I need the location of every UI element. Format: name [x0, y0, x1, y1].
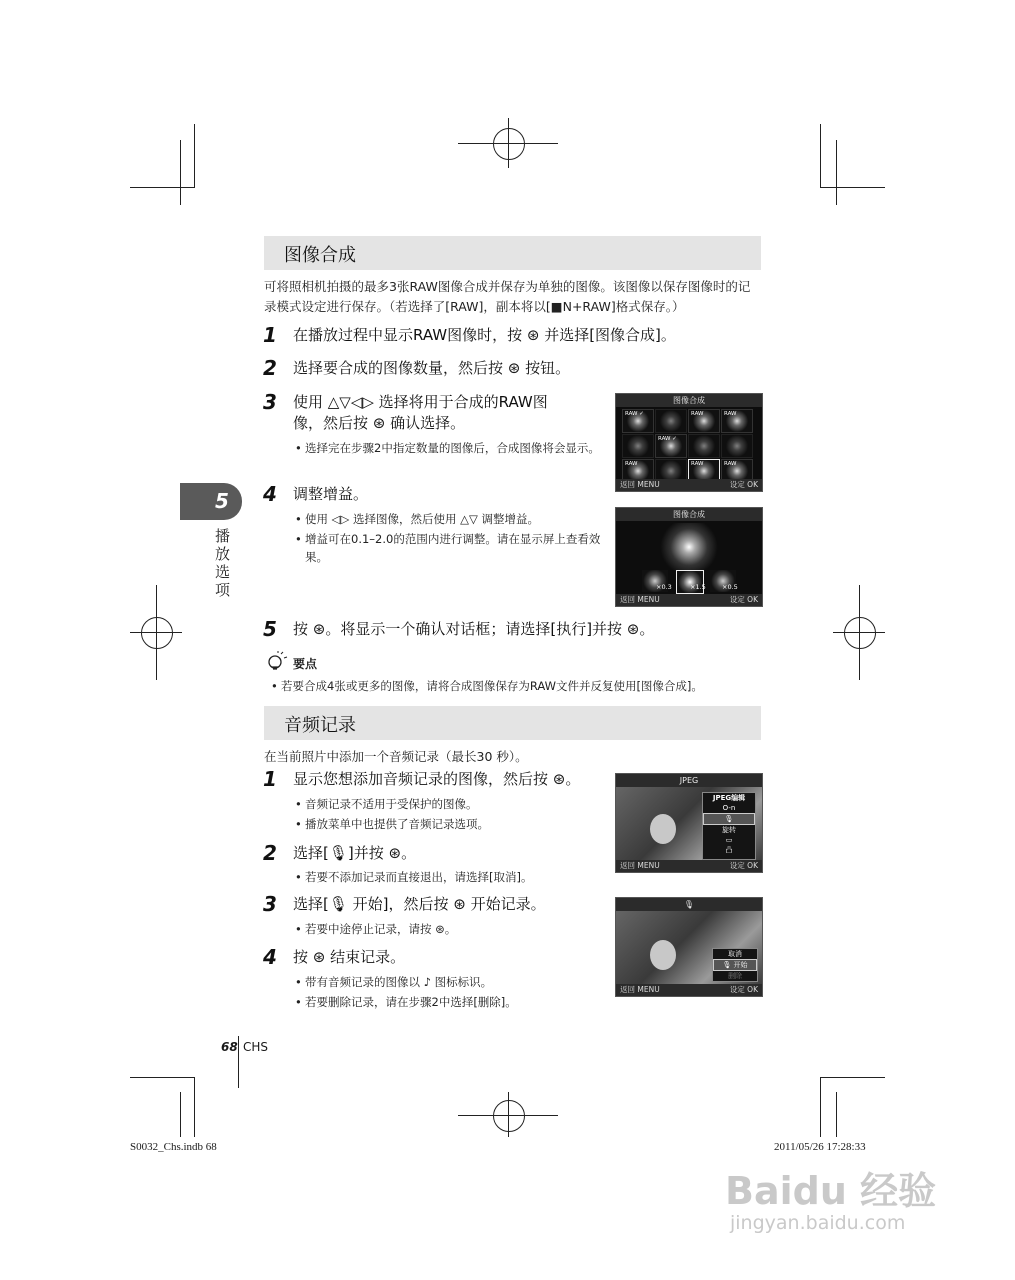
step-number: 4 [263, 945, 277, 969]
camera-screen-jpeg-edit [615, 773, 763, 873]
menu-item-copy[interactable]: ▭ [725, 836, 733, 844]
section-header-image-composite [264, 236, 761, 270]
photo-baby [650, 940, 676, 970]
step-number: 3 [263, 390, 277, 414]
tip-text: • 若要合成4张或更多的图像，请将合成图像保存为RAW文件并反复使用[图像合成]。 [271, 679, 703, 693]
bullet-item: • 若要不添加记录而直接退出，请选择[取消]。 [295, 870, 533, 884]
menu-item-audio[interactable]: 🎙 [703, 813, 755, 825]
bullet-item: • 带有音频记录的图像以 ♪ 图标标识。 [295, 975, 493, 989]
step-text: 调整增益。 [293, 485, 369, 503]
watermark-url: jingyan.baidu.com [730, 1212, 906, 1234]
step-number: 2 [263, 841, 277, 865]
step-number: 1 [263, 767, 277, 791]
step-number: 4 [263, 482, 277, 506]
baidu-watermark-logo: Baidu 经验 [725, 1169, 937, 1213]
section-intro: 在当前照片中添加一个音频记录（最长30 秒）。 [264, 749, 528, 764]
step-number: 1 [263, 323, 277, 347]
camera-screen-image-select: 图像合成 RAW ✓ RAW RAW RAW ✓ RAW RAW RAW 返回 MENU 设定 OK [615, 393, 763, 492]
file-info: S0032_Chs.indb 68 [130, 1141, 217, 1153]
section-title: 音频记录 [284, 715, 356, 736]
menu-item-cancel[interactable]: 取消 [728, 950, 742, 958]
step-text: 选择[🎙]并按 ⊛。 [293, 844, 417, 862]
back-label: 返回 MENU [620, 480, 660, 489]
screen-title: 图像合成 [616, 394, 762, 407]
chapter-label: 播放选项 [215, 527, 231, 599]
screen-title: 图像合成 [616, 508, 762, 521]
tip-lightbulb-icon [266, 651, 288, 671]
camera-screen-audio-record [615, 897, 763, 997]
step-text: 显示您想添加音频记录的图像，然后按 ⊛。 [293, 770, 581, 788]
step-number: 2 [263, 356, 277, 380]
menu-item-print[interactable]: 凸 [725, 846, 733, 854]
set-label: 设定 OK [729, 985, 758, 994]
step-text: 像，然后按 ⊛ 确认选择。 [293, 414, 466, 432]
back-label: 返回 MENU [620, 985, 660, 994]
bullet-item: • 增益可在0.1–2.0的范围内进行调整。请在显示屏上查看效果。 [295, 532, 601, 564]
section-title: 图像合成 [284, 245, 356, 266]
back-label: 返回 MENU [620, 861, 660, 870]
bullet-item: • 使用 ◁▷ 选择图像，然后使用 △▽ 调整增益。 [295, 512, 539, 526]
set-label: 设定 OK [729, 595, 758, 604]
menu-title: JPEG编辑 [712, 794, 746, 802]
footer-divider [238, 1036, 239, 1088]
section-header-audio-record [264, 706, 761, 740]
camera-screen-gain-adjust [615, 507, 763, 607]
language-code: CHS [243, 1040, 269, 1054]
mic-icon: 🎙 [616, 898, 762, 911]
bullet-item: • 若要中途停止记录，请按 ⊛。 [295, 922, 457, 936]
back-label: 返回 MENU [620, 595, 660, 604]
gain-value: ×0.5 [722, 583, 738, 591]
timestamp: 2011/05/26 17:28:33 [774, 1141, 866, 1153]
menu-item-start[interactable]: 🎙 开始 [713, 959, 757, 971]
menu-item-delete[interactable]: 删除 [728, 972, 742, 980]
page-number: 68 [221, 1040, 238, 1054]
menu-item-rotate[interactable]: 旋转 [722, 826, 736, 834]
set-label: 设定 OK [729, 480, 758, 489]
chapter-number: 5 [215, 489, 229, 513]
step-number: 3 [263, 892, 277, 916]
section-intro: 可将照相机拍摄的最多3张RAW图像合成并保存为单独的图像。该图像以保存图像时的记录模式设定进行保存。（若选择了[RAW]，副本将以[■N+RAW]格式保存。） [264, 279, 751, 314]
photo-baby [650, 814, 676, 844]
bullet-item: • 播放菜单中也提供了音频记录选项。 [295, 817, 489, 831]
bullet-item: • 音频记录不适用于受保护的图像。 [295, 797, 478, 811]
edit-menu [702, 792, 756, 860]
bullet-item: • 选择完在步骤2中指定数量的图像后，合成图像将会显示。 [295, 441, 600, 455]
step-text: 按 ⊛。将显示一个确认对话框；请选择[执行]并按 ⊛。 [293, 620, 655, 638]
composite-preview [656, 523, 722, 571]
set-label: 设定 OK [729, 861, 758, 870]
audio-menu [712, 948, 758, 982]
step-text: 选择要合成的图像数量，然后按 ⊛ 按钮。 [293, 359, 571, 377]
menu-item-protect[interactable]: O-n [722, 804, 736, 812]
gain-value: ×1.5 [690, 583, 706, 591]
step-text: 使用 △▽◁▷ 选择将用于合成的RAW图 [293, 393, 548, 411]
tip-title: 要点 [293, 657, 318, 671]
bullet-item: • 若要删除记录，请在步骤2中选择[删除]。 [295, 995, 517, 1009]
screen-title: JPEG [616, 774, 762, 787]
chapter-tab [180, 483, 242, 520]
step-text: 在播放过程中显示RAW图像时，按 ⊛ 并选择[图像合成]。 [293, 326, 676, 344]
gain-value: ×0.3 [656, 583, 672, 591]
step-text: 按 ⊛ 结束记录。 [293, 948, 406, 966]
step-number: 5 [263, 617, 277, 641]
step-text: 选择[🎙 开始]，然后按 ⊛ 开始记录。 [293, 895, 546, 913]
